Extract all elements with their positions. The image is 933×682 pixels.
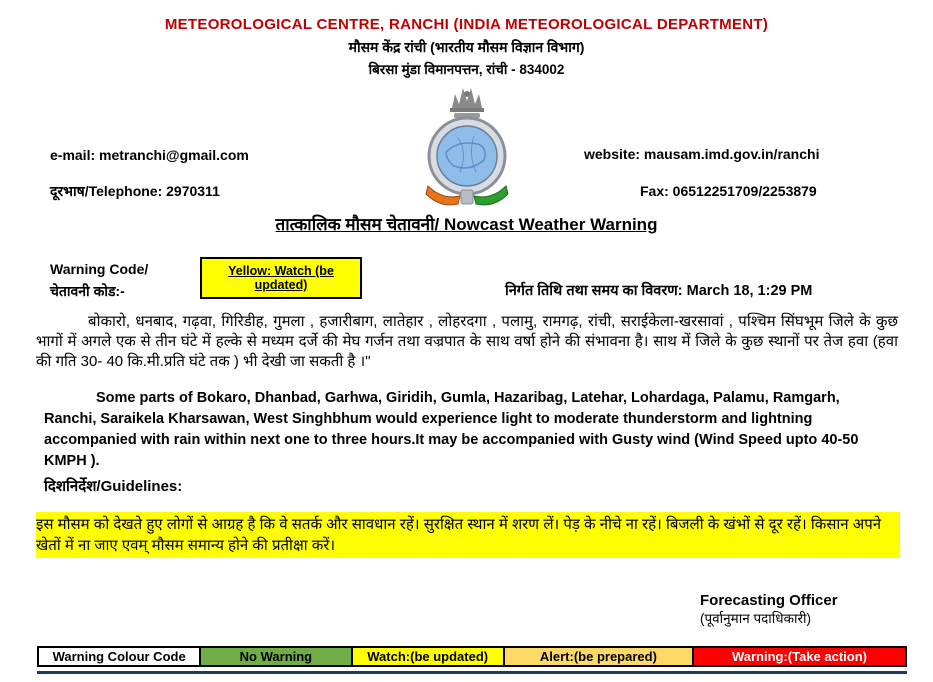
warning-paragraph-english: Some parts of Bokaro, Dhanbad, Garhwa, Giridih, Gumla, Hazaribag, Latehar, Lohardaga, Palamu, Ramgarh, Ranchi, Saraikela Kharsawan, West Singhbhum would experience light to moderate thunderstorm and lightning accompanied with rain within next one to three hours.It may be accompanied with Gusty wind (Wind Speed upto 40-50 KMPH ). xyxy=(44,390,859,469)
warning-code-label-hi: चेतावनी कोड:- xyxy=(50,283,125,299)
org-address: बिरसा मुंडा विमानपत्तन, रांची - 834002 xyxy=(368,62,565,77)
org-title-hindi: मौसम केंद्र रांची (भारतीय मौसम विज्ञान विभाग) xyxy=(348,39,585,55)
telephone-text: दूरभाष/Telephone: 2970311 xyxy=(50,183,220,199)
guidelines-text-highlighted: इस मौसम को देखते हुए लोगों से आग्रह है कि वे सतर्क और सावधान रहें। सुरक्षित स्थान में शरण लें। पेड़ के नीचे ना रहें। बिजली के खंभों से दूर रहें। किसान अपने खेतों में ना जाए एवम् मौसम समान्य होने की प्रतीक्षा करें। xyxy=(36,512,900,558)
org-title: METEOROLOGICAL CENTRE, RANCHI (INDIA METEOROLOGICAL DEPARTMENT) xyxy=(164,16,769,33)
fax-text: Fax: 06512251709/2253879 xyxy=(640,183,817,199)
warning-colour-code-table xyxy=(37,646,907,667)
warning-code-label-en: Warning Code/ xyxy=(50,261,149,277)
legend-cell-header: Warning Colour Code xyxy=(39,648,201,665)
signature-title-hi: (पूर्वानुमान पदाधिकारी) xyxy=(700,611,811,626)
globe-icon xyxy=(429,118,505,194)
signature-block xyxy=(700,592,838,627)
legend-cell-no-warning: No Warning xyxy=(201,648,352,665)
issue-datetime xyxy=(505,280,812,300)
document-title: तात्कालिक मौसम चेतावनी/ Nowcast Weather Warning xyxy=(275,215,658,234)
issue-datetime-value: March 18, 1:29 PM xyxy=(686,283,813,299)
legend-cell-warning: Warning:(Take action) xyxy=(694,648,905,665)
ashoka-emblem-icon xyxy=(450,88,484,118)
warning-code-label xyxy=(50,258,148,302)
guidelines-label: दिशनिर्देश/Guidelines: xyxy=(44,478,183,495)
bottom-divider xyxy=(37,671,907,674)
legend-cell-alert: Alert:(be prepared) xyxy=(505,648,694,665)
warning-paragraph-hindi: बोकारो, धनबाद, गढ़वा, गिरिडीह, गुमला , हजारीबाग, लातेहार , लोहरदगा , पलामु, रामगढ़, रांची, सराईकेला-खरसावां , पश्चिम सिंघभूम जिले के कुछ भागों में अगले एक से तीन घंटे में हल्के से मध्यम दर्जे की मेघ गर्जन तथा वज्रपात के साथ वर्षा होने की संभावना है। साथ में जिले के कुछ स्थानों पर तेज हवा (हवा की गति 30- 40 कि.मी.प्रति घंटे तक ) भी देखी जा सकती है ।" xyxy=(36,313,898,370)
website-text: website: mausam.imd.gov.in/ranchi xyxy=(584,146,820,162)
signature-title-en: Forecasting Officer xyxy=(700,592,838,609)
email-text: e-mail: metranchi@gmail.com xyxy=(50,147,249,163)
issue-datetime-label: निर्गत तिथि तथा समय का विवरण: xyxy=(505,283,683,299)
legend-cell-watch: Watch:(be updated) xyxy=(353,648,505,665)
warning-code-value-box: Yellow: Watch (be updated) xyxy=(200,257,362,299)
imd-logo xyxy=(408,82,526,210)
